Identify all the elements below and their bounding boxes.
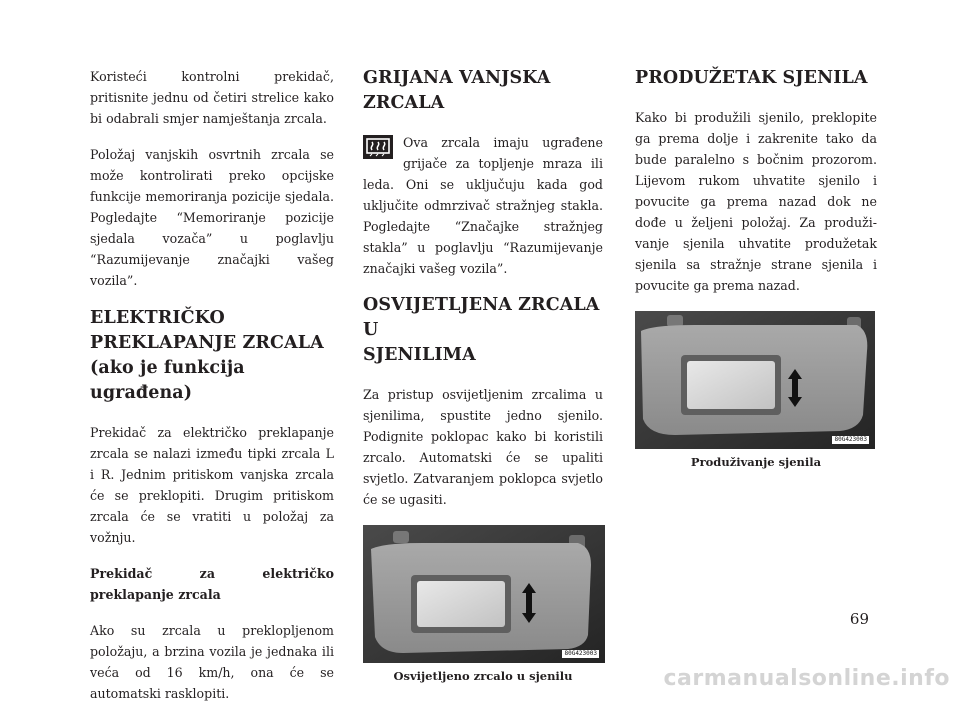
column-right <box>635 66 877 469</box>
heading-visor-extension: PRODUŽETAK SJENILA <box>635 68 868 88</box>
paragraph-auto-unfold: Ako su zrcala u preklopljenom položaju, a brzina vozila je jednaka ili veća od 16 km/h, ona će se automatski rasklopiti. <box>90 623 334 701</box>
heading-illuminated-mirrors <box>363 293 603 368</box>
paragraph-folding-switch: Prekidač za električko preklapanje zrcala se nalazi između tipki zrcala L i R. Jednim pritiskom vanjska zrcala će se preklopiti. Drugim pritiskom zrcala će se vratiti u položaj za vožnju. <box>90 425 334 545</box>
rear-defrost-icon <box>363 135 393 159</box>
heated-mirrors-block <box>363 132 603 279</box>
paragraph-illuminated-mirrors: Za pristup osvijetljenim zrcalima u sjenilima, spustite jedno sjenilo. Podignite poklopac kako bi koristili zrcalo. Automatski će se upaliti svjetlo. Zatvaranjem poklopca svjetlo će se ugasiti. <box>363 387 603 507</box>
heading-line: SJENILIMA <box>363 345 476 365</box>
figure-reference-code: 80G423003 <box>564 650 597 657</box>
caption-illuminated-mirror: Osvijetljeno zrcalo u sjenilu <box>393 669 573 683</box>
paragraph-memory-seat: Položaj vanjskih osvrtnih zrcala se može kontrolirati preko opcijske funkcije memoriranja pozicije sjedala. Pogledajte “Memoriranje pozicije sjedala vozača” u poglavlju “Razumijevanje značajki vašeg vozila”. <box>90 147 334 288</box>
heading-line: PREKLAPANJE ZRCALA <box>90 333 324 353</box>
page-number: 69 <box>849 610 869 628</box>
photo-illuminated-vanity-mirror <box>363 525 605 663</box>
heading-line: (ako je funkcija ugrađena) <box>90 358 245 403</box>
heading-line: ELEKTRIČKO <box>90 308 225 328</box>
column-left <box>90 66 334 719</box>
sun-visor-illustration <box>635 311 875 449</box>
heading-power-folding-mirrors <box>90 306 334 406</box>
heading-line: OSVIJETLJENA ZRCALA U <box>363 295 600 340</box>
heading-heated-mirrors: GRIJANA VANJSKA ZRCALA <box>363 68 551 113</box>
subheading-folding-switch: Prekidač za električko preklapanje zrcala <box>90 566 334 602</box>
figure-reference-code: 80G423003 <box>834 436 867 443</box>
sun-visor-illustration <box>363 525 605 663</box>
watermark: carmanualsonline.info <box>663 666 950 691</box>
column-middle <box>363 66 603 683</box>
paragraph-visor-extension: Kako bi produžili sjenilo, preklopite ga prema dolje i zakrenite tako da bude paralelno s bočnim prozorom. Lijevom rukom uhvatite sjenilo i povucite ga prema nazad dok ne dođe u željeni položaj. Za produživanje sjenila uhvatite produžetak sjenila sa stražnje strane sjenila i povucite ga prema nazad. <box>635 110 877 293</box>
photo-sun-visor-extension <box>635 311 875 449</box>
paragraph-mirror-control: Koristeći kontrolni prekidač, pritisnite jednu od četiri strelice kako bi odabrali smjer namještanja zrcala. <box>90 69 334 126</box>
paragraph-heated-mirrors: Ova zrcala imaju ugrađene grijače za topljenje mraza ili leda. Oni se uključuju kada god uključite odmrzivač stražnjeg stakla. Pogledajte “Značajke stražnjeg stakla” u poglavlju “Razumijevanje značajki vašeg vozila”. <box>363 135 603 276</box>
caption-visor-extension: Produživanje sjenila <box>690 455 822 469</box>
